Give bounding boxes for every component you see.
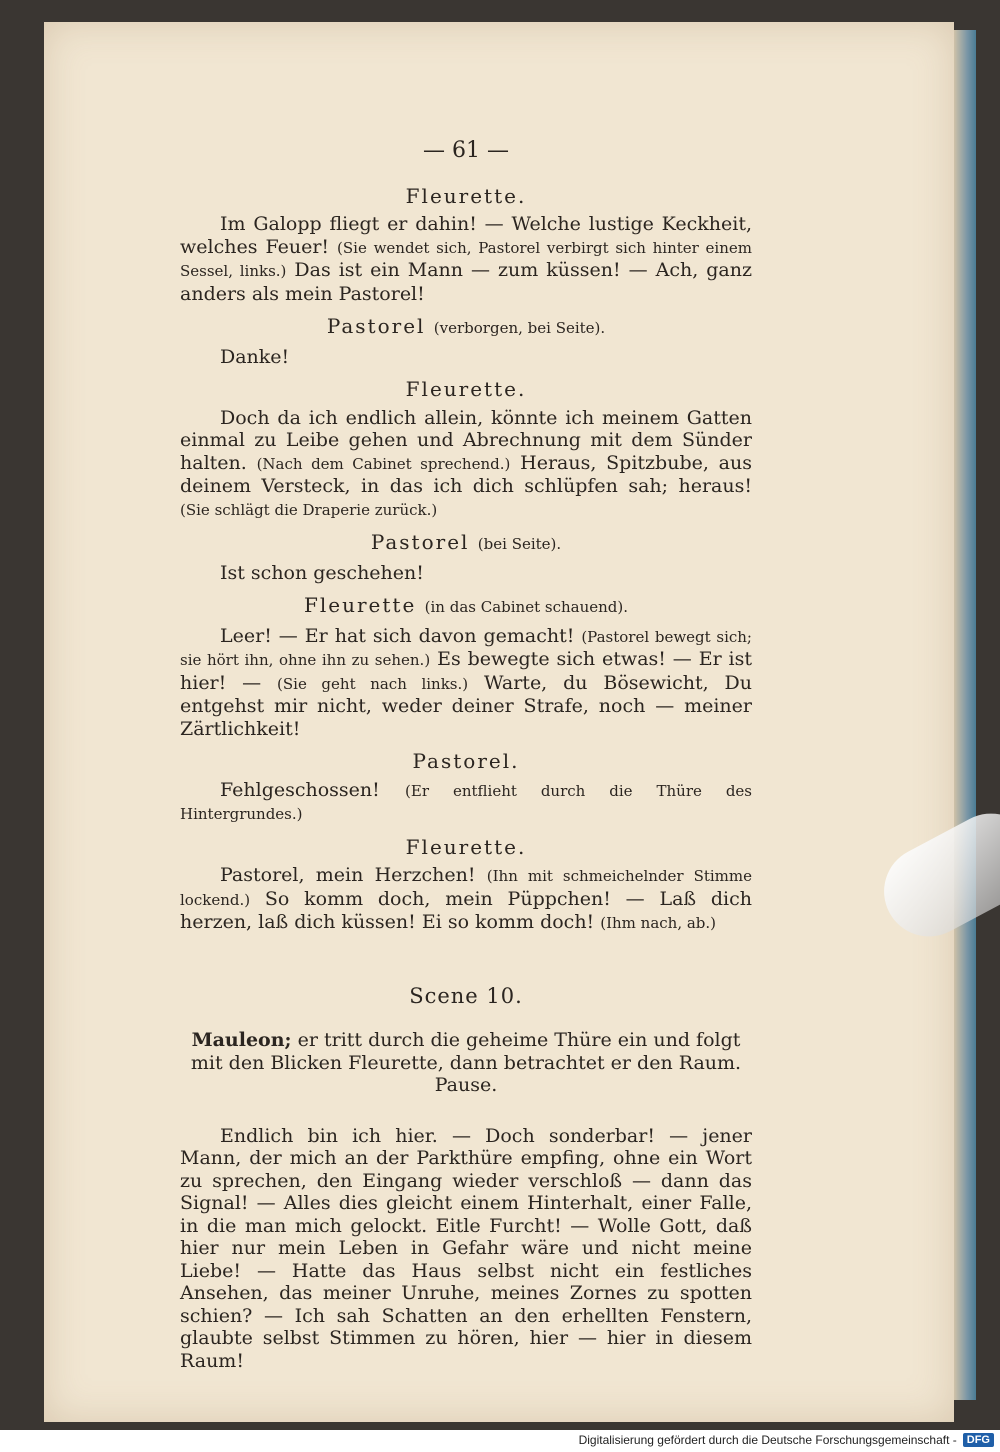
speaker-heading: Fleurette (in das Cabinet schauend). (303, 593, 629, 617)
dialogue-paragraph: Im Galopp fliegt er dahin! — Welche lustige Keckheit, welches Feuer! (Sie wendet sich, Pastorel verbirgt sich hinter einem Sessel, links.) Das ist ein Mann — zum küssen! — Ach, ganz anders als mein Pastorel! (180, 213, 753, 305)
speaker-heading: Fleurette. (405, 183, 527, 208)
speaker-heading: Fleurette. (405, 377, 527, 401)
character-name: Mauleon; (191, 1029, 292, 1051)
stage-direction: (Nach dem Cabinet sprechend.) (256, 454, 511, 473)
page-text (180, 140, 752, 1376)
stage-direction: (verborgen, bei Seite). (433, 319, 606, 337)
stage-direction: (Ihm nach, ab.) (600, 914, 717, 932)
dialogue-paragraph: Doch da ich endlich allein, könnte ich meinem Gatten einmal zu Leibe gehen und Abrechnung mit dem Sünder halten. (Nach dem Cabinet sprechend.) Heraus, Spitzbube, aus deinem Versteck, in das ich dich schlüpfen sah; heraus! (Sie schlägt die Draperie zurück.) (180, 406, 752, 519)
footer-credit: Digitalisierung gefördert durch die Deutsche Forschungsgemeinschaft - (578, 1433, 957, 1447)
stage-direction: (Pastorel bewegt sich; sie hört ihn, ohne ihn zu sehen.) (180, 627, 752, 669)
dialogue-paragraph: Fehlgeschossen! (Er entflieht durch die Thüre des Hintergrundes.) (180, 778, 752, 823)
dialogue-line: Danke! (220, 345, 290, 368)
stage-direction: (Er entflieht durch die Thüre des Hintergrundes.) (180, 781, 752, 823)
stage-direction: (Sie geht nach links.) (277, 674, 469, 693)
speaker-heading: Pastorel (bei Seite). (370, 530, 562, 554)
page-number: — 61 — (423, 138, 509, 163)
stage-direction: (Sie schlägt die Draperie zurück.) (180, 500, 438, 519)
dfg-logo: DFG (963, 1433, 994, 1447)
dialogue-paragraph: Leer! — Er hat sich davon gemacht! (Pastorel bewegt sich; sie hört ihn, ohne ihn zu sehen.) Es bewegte sich etwas! — Er ist hier! — (Sie geht nach links.) Warte, du Bösewicht, Du entgehst mir nicht, weder deiner Strafe, noch — meiner Zärtlichkeit! (180, 624, 753, 740)
speaker-heading: Fleurette. (405, 834, 527, 859)
footer (579, 1430, 994, 1450)
stage-direction: (in das Cabinet schauend). (424, 598, 629, 616)
monologue-paragraph: Endlich bin ich hier. — Doch sonderbar! — jener Mann, der mich an der Parkthüre empfing, ohne ein Wort zu sprechen, den Eingang wieder verschloß — dann das Signal! — Alles dies gleicht einem Hinterhalt, einer Falle, in die man mich gelockt. Eitle Furcht! — Wolle Gott, daß hier nur mein Leben in Gefahr wäre und nicht meine Liebe! — Hatte das Haus selbst nicht ein festliches Ansehen, das meiner Unruhe, meines Zornes zu spotten schien? — Ich sah Schatten an den erhellten Fenstern, glaubte selbst Stimmen zu hören, hier — hier in diesem Raum! (180, 1124, 752, 1372)
stage-direction: (Sie wendet sich, Pastorel verbirgt sich hinter einem Sessel, links.) (180, 238, 752, 280)
speaker-heading: Pastorel (verborgen, bei Seite). (326, 314, 606, 338)
page-edge (954, 30, 976, 1400)
speaker-heading: Pastorel. (412, 749, 520, 773)
scene-heading: Scene 10. (409, 983, 523, 1008)
dialogue-paragraph: Pastorel, mein Herzchen! (Ihn mit schmeichelnder Stimme lockend.) So komm doch, mein Püppchen! — Laß dich herzen, laß dich küssen! Ei so komm doch! (Ihm nach, ab.) (180, 864, 753, 933)
dialogue-line: Ist schon geschehen! (220, 561, 424, 584)
scene-description: Mauleon; er tritt durch die geheime Thüre ein und folgt mit den Blicken Fleurette, dann betrachtet er den Raum. Pause. (190, 1029, 742, 1096)
stage-direction: (Ihn mit schmeichelnder Stimme lockend.) (180, 867, 752, 909)
stage-direction: (bei Seite). (477, 535, 562, 553)
